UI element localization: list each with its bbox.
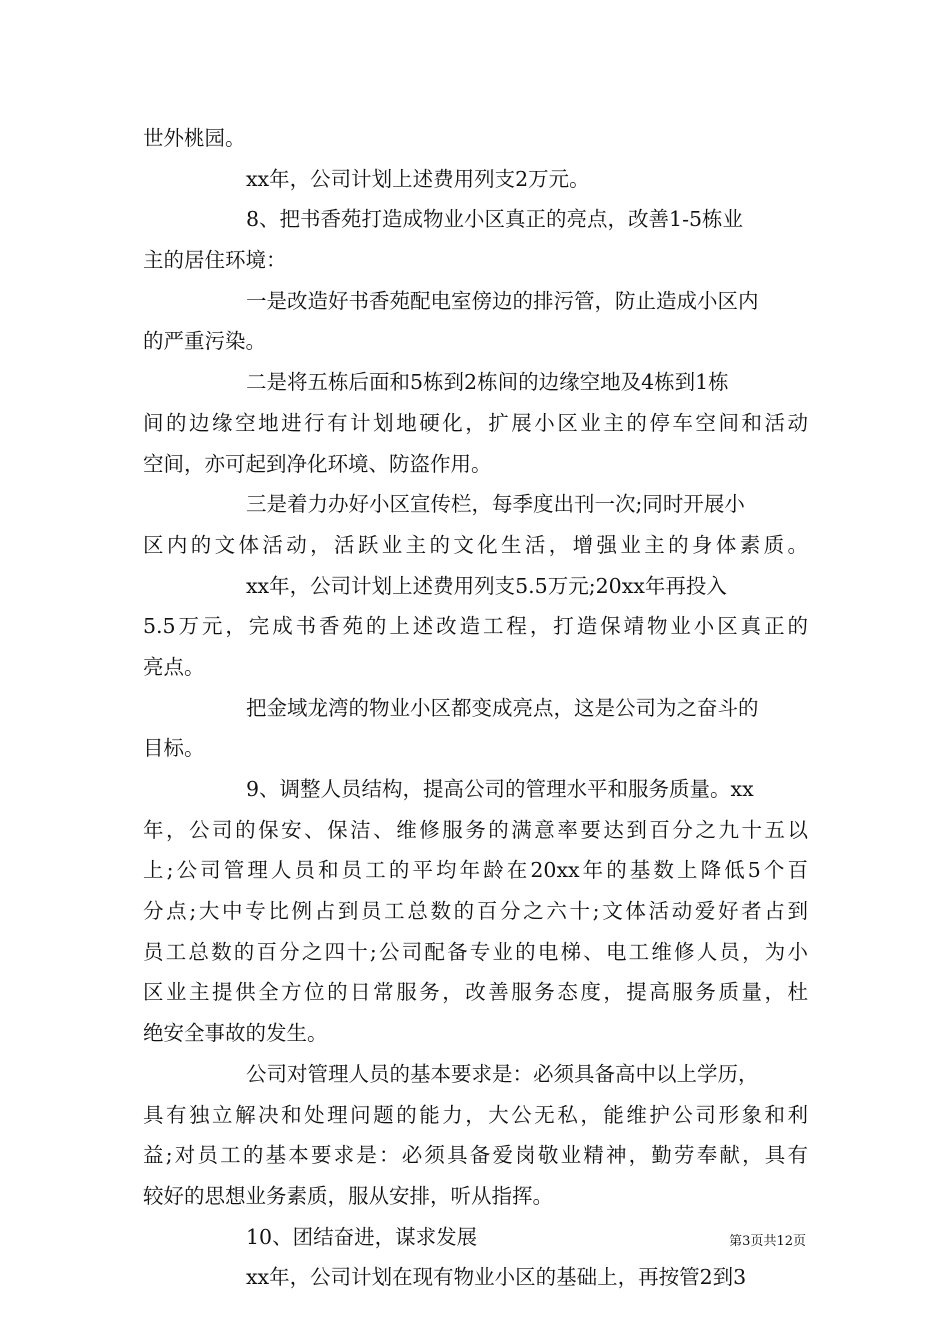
text-line: 9、调整人员结构，提高公司的管理水平和服务质量。xx: [246, 777, 754, 801]
text-line: 区业主提供全方位的日常服务，改善服务态度，提高服务质量，杜: [143, 980, 808, 1005]
text-line: 公司对管理人员的基本要求是：必须具备高中以上学历，: [246, 1061, 759, 1086]
text-line: 目标。: [143, 736, 205, 761]
text-line: 空间，亦可起到净化环境、防盗作用。: [143, 451, 492, 476]
text-line: 益;对员工的基本要求是：必须具备爱岗敬业精神，勤劳奉献，具有: [143, 1143, 808, 1168]
text-line: xx年，公司计划在现有物业小区的基础上，再按管2到3: [246, 1265, 747, 1290]
body-text: [143, 118, 808, 1298]
text-line: 二是将五栋后面和5栋到2栋间的边缘空地及4栋到1栋: [246, 370, 729, 395]
text-line: 世外桃园。: [143, 126, 246, 150]
text-line: 年，公司的保安、保洁、维修服务的满意率要达到百分之九十五以: [143, 817, 808, 842]
text-line: 区内的文体活动，活跃业主的文化生活，增强业主的身体素质。: [143, 532, 808, 557]
text-line: 一是改造好书香苑配电室傍边的排污管，防止造成小区内: [246, 288, 759, 313]
text-line: 绝安全事故的发生。: [143, 1021, 328, 1046]
text-line: 间的边缘空地进行有计划地硬化，扩展小区业主的停车空间和活动: [143, 410, 808, 435]
text-line: xx年，公司计划上述费用列支5.5万元;20xx年再投入: [246, 573, 727, 598]
text-line: 5.5万元，完成书香苑的上述改造工程，打造保靖物业小区真正的: [143, 614, 808, 639]
text-line: 分点;大中专比例占到员工总数的百分之六十;文体活动爱好者占到: [143, 899, 808, 924]
text-line: 三是着力办好小区宣传栏，每季度出刊一次;同时开展小: [246, 492, 745, 517]
text-line: 10、团结奋进，谋求发展: [246, 1224, 478, 1249]
text-line: 把金域龙湾的物业小区都变成亮点，这是公司为之奋斗的: [246, 695, 759, 720]
text-line: 的严重污染。: [143, 329, 266, 354]
text-line: 员工总数的百分之四十;公司配备专业的电梯、电工维修人员，为小: [143, 939, 808, 964]
text-line: 主的居住环境：: [143, 248, 287, 273]
text-line: 较好的思想业务素质，服从安排，听从指挥。: [143, 1183, 553, 1208]
text-line: 上;公司管理人员和员工的平均年龄在20xx年的基数上降低5个百: [143, 858, 808, 883]
page-number: 第3页共12页: [729, 1234, 806, 1249]
text-line: 具有独立解决和处理问题的能力，大公无私，能维护公司形象和利: [143, 1102, 808, 1127]
text-line: 亮点。: [143, 654, 205, 679]
text-line: xx年，公司计划上述费用列支2万元。: [246, 166, 590, 191]
text-line: 8、把书香苑打造成物业小区真正的亮点，改善1-5栋业: [246, 207, 744, 232]
